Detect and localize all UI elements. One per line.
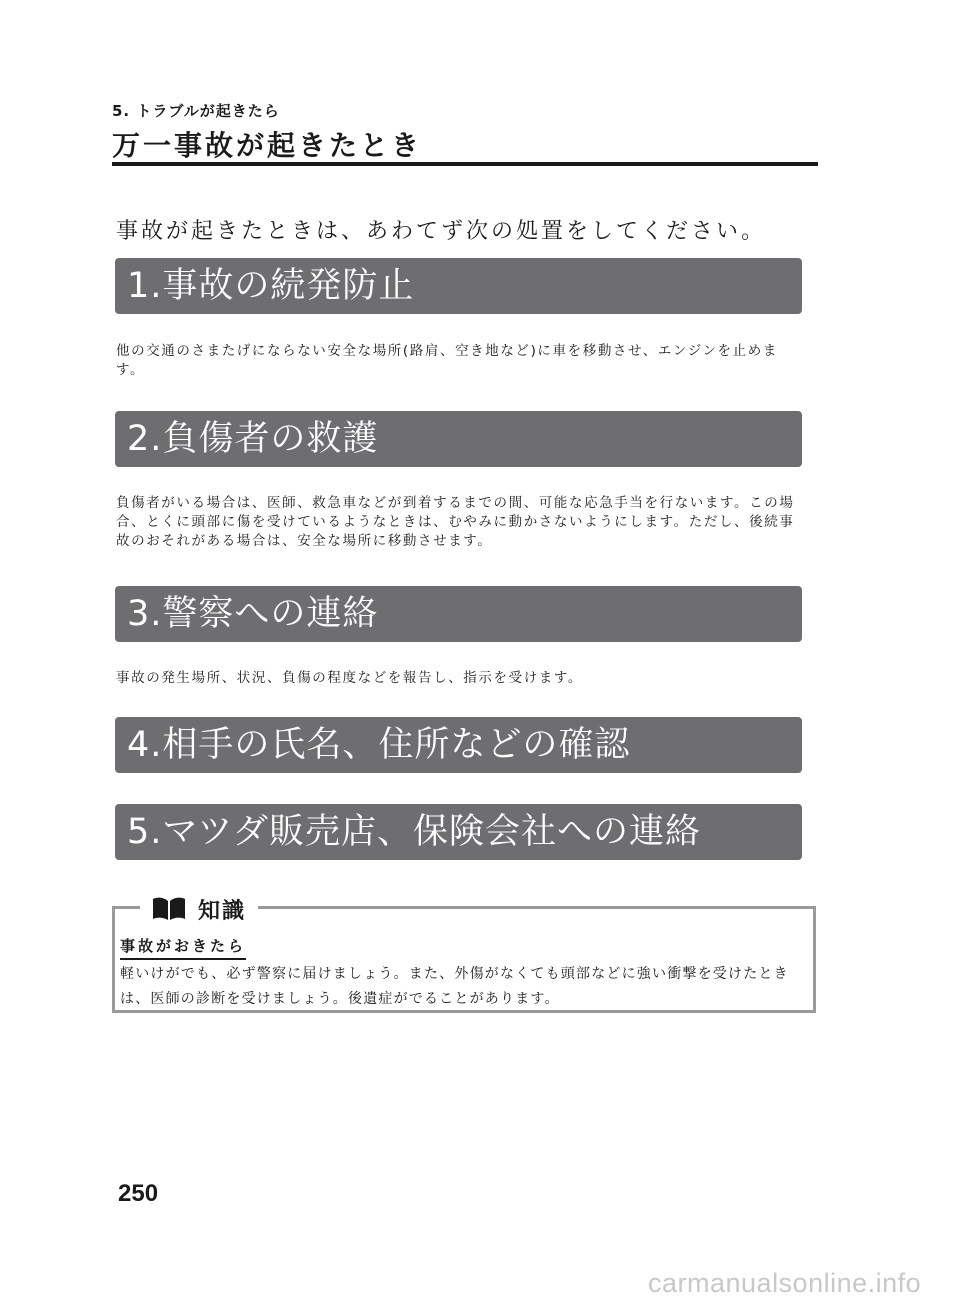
intro-text: 事故が起きたときは、あわてず次の処置をしてください。 [116, 219, 767, 244]
watermark: carmanualsonline.info [648, 1268, 922, 1298]
step-5-banner: 5.マツダ販売店、保険会社への連絡 [115, 804, 802, 860]
book-icon [152, 896, 186, 922]
info-subtitle: 事故がおきたら [120, 935, 246, 960]
step-2-banner: 2.負傷者の救護 [115, 411, 802, 467]
info-label: 知識 [198, 898, 247, 924]
step-3-body: 事故の発生場所、状況、負傷の程度などを報告し、指示を受けます。 [116, 670, 584, 686]
step-3-banner: 3.警察への連絡 [115, 586, 802, 642]
step-1-body: 他の交通のさまたげにならない安全な場所(路肩、空き地など)に車を移動させ、エンジンを止めます。 [116, 343, 778, 378]
step-1-banner: 1.事故の続発防止 [115, 258, 802, 314]
step-4-banner: 4.相手の氏名、住所などの確認 [115, 717, 802, 773]
page-title: 万一事故が起きたとき [112, 129, 423, 162]
page-number: 250 [118, 1180, 159, 1207]
info-text: 軽いけがでも、必ず警察に届けましょう。また、外傷がなくても頭部などに強い衝撃を受けたときは、医師の診断を受けましょう。後遺症がでることがあります。 [120, 966, 789, 1007]
breadcrumb: 5. トラブルが起きたら [112, 102, 280, 120]
title-divider [112, 162, 818, 166]
info-header [140, 893, 258, 925]
step-2-body: 負傷者がいる場合は、医師、救急車などが到着するまでの間、可能な応急手当を行ないます。この場合、とくに頭部に傷を受けているようなときは、むやみに動かさないようにします。ただし、後続事故のおそれがある場合は、安全な場所に移動させます。 [116, 495, 795, 549]
